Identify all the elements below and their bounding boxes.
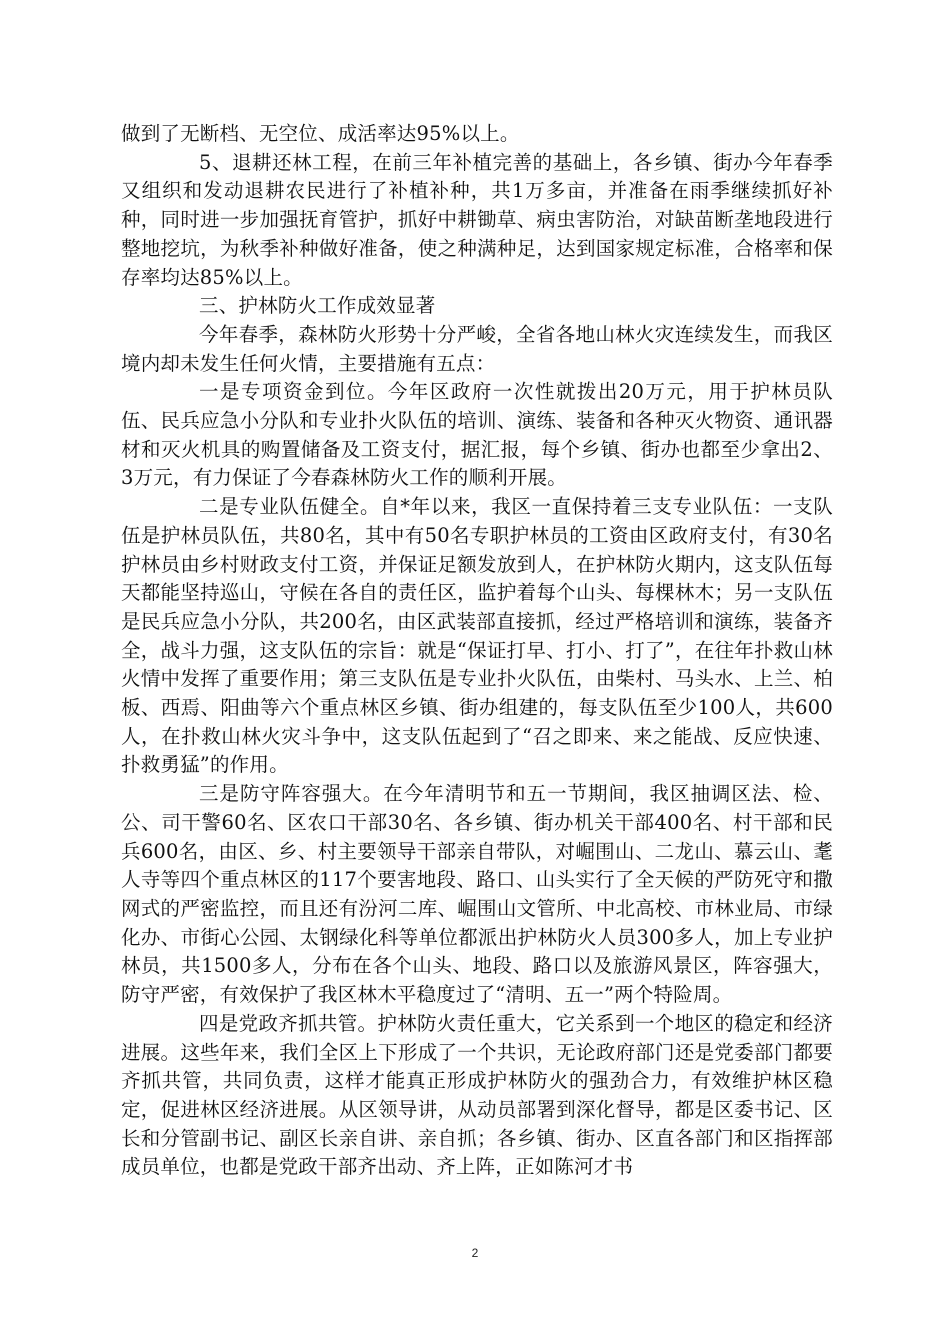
paragraph-returning-farmland-project: 5、退耕还林工程，在前三年补植完善的基础上，各乡镇、街办今年春季又组织和发动退耕农民进行了补植补种，共1万多亩，并准备在雨季继续抓好补种，同时进一步加强抚育管护，抓好中耕锄草、病虫害防治，对缺苗断垄地段进行整地挖坑，为秋季补种做好准备，使之种满种足，达到国家规定标准，合格率和保存率均达85%以上。 [121, 150, 833, 289]
paragraph-measure-funding: 一是专项资金到位。今年区政府一次性就拨出20万元，用于护林员队伍、民兵应急小分队和专业扑火队伍的培训、演练、装备和各种灭火物资、通讯器材和灭火机具的购置储备及工资支付，据汇报，每个乡镇、街办也都至少拿出2、3万元，有力保证了今春森林防火工作的顺利开展。 [121, 380, 833, 490]
paragraph-measure-professional-teams: 二是专业队伍健全。自*年以来，我区一直保持着三支专业队伍：一支队伍是护林员队伍，共80名，其中有50名专职护林员的工资由区政府支付，有30名护林员由乡村财政支付工资，并保证足额发放到人，在护林防火期内，这支队伍每天都能坚持巡山，守候在各自的责任区，监护着每个山头、每棵林木；另一支队伍是民兵应急小分队，共200名，由区武装部直接抓，经过严格培训和演练，装备齐全，战斗力强，这支队伍的宗旨：就是“保证打早、打小、打了”，在往年扑救山林火情中发挥了重要作用；第三支队伍是专业扑火队伍，由柴村、马头水、上兰、柏板、西焉、阳曲等六个重点林区乡镇、街办组建的，每支队伍至少100人，共600人，在扑救山林火灾斗争中，这支队伍起到了“召之即来、来之能战、反应快速、扑救勇猛”的作用。 [121, 495, 833, 777]
section-heading-forest-fire-prevention: 三、护林防火工作成效显著 [199, 294, 436, 318]
paragraph-measure-joint-management: 四是党政齐抓共管。护林防火责任重大，它关系到一个地区的稳定和经济进展。这些年来，我们全区上下形成了一个共识，无论政府部门还是党委部门都要齐抓共管，共同负责，这样才能真正形成护林防火的强劲合力，有效维护林区稳定，促进林区经济进展。从区领导讲，从动员部署到深化督导，都是区委书记、区长和分管副书记、副区长亲自讲、亲自抓；各乡镇、街办、区直各部门和区指挥部成员单位，也都是党政干部齐出动、齐上阵，正如陈河才书 [121, 1011, 833, 1179]
page-number: 2 [471, 1246, 479, 1260]
paragraph-measure-defense-lineup: 三是防守阵容强大。在今年清明节和五一节期间，我区抽调区法、检、公、司干警60名、区农口干部30名、各乡镇、街办机关干部400名、村干部和民兵600名，由区、乡、村主要领导干部亲自带队，对崛围山、二龙山、慕云山、耄人寺等四个重点林区的117个要害地段、路口、山头实行了全天候的严防死守和撒网式的严密监控，而且还有汾河二库、崛围山文管所、中北高校、市林业局、市绿化办、市街心公园、太钢绿化科等单位都派出护林防火人员300多人，加上专业护林员，共1500多人，分布在各个山头、地段、路口以及旅游风景区，阵容强大，防守严密，有效保护了我区林木平稳度过了“清明、五一”两个特险周。 [121, 782, 833, 1007]
paragraph-continuation: 做到了无断档、无空位、成活率达95%以上。 [121, 122, 520, 145]
document-body [121, 120, 833, 1182]
paragraph-fire-situation-intro: 今年春季，森林防火形势十分严峻，全省各地山林火灾连续发生，而我区境内却未发生任何火情，主要措施有五点： [121, 322, 833, 375]
